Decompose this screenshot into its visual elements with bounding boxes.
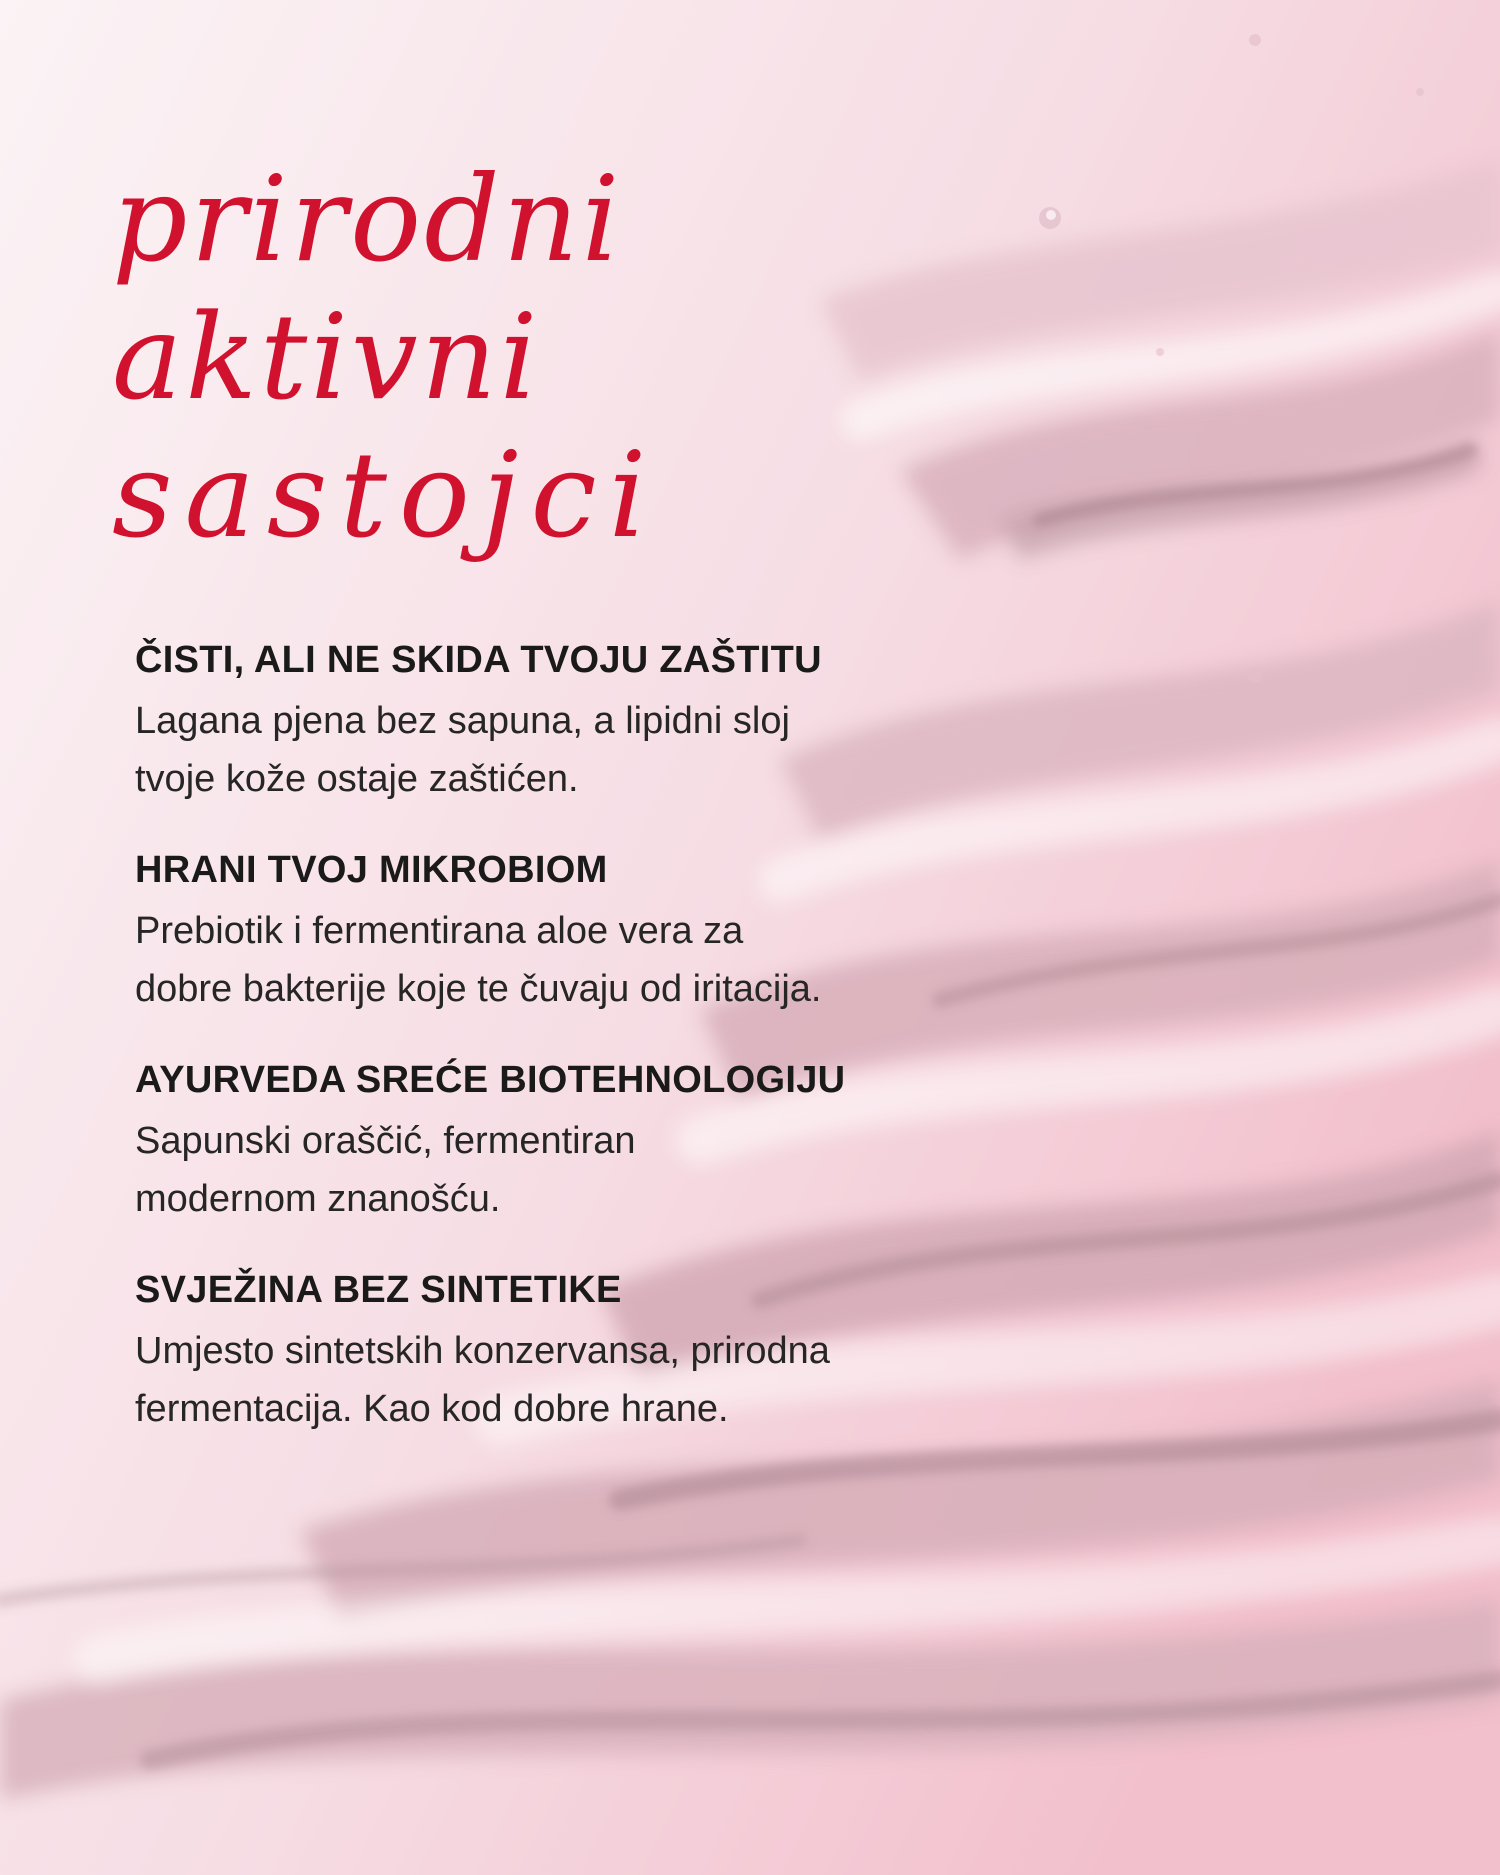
benefit-description: Prebiotik i fermentirana aloe vera za dobre bakterije koje te čuvaju od iritacija. xyxy=(135,910,822,1010)
benefit-description: Sapunski oraščić, fermentiran modernom znanošću. xyxy=(135,1120,636,1220)
benefit-item xyxy=(135,632,1035,808)
benefits-list xyxy=(135,632,1035,1472)
title-line-1: prirodni xyxy=(112,150,623,288)
title-line-2: aktivni xyxy=(112,288,541,426)
benefit-item xyxy=(135,842,1035,1018)
benefit-heading: SVJEŽINA BEZ SINTETIKE xyxy=(135,1269,622,1311)
page-title xyxy=(112,150,812,564)
benefit-item xyxy=(135,1052,1035,1228)
benefit-item xyxy=(135,1262,1035,1438)
benefit-description: Lagana pjena bez sapuna, a lipidni sloj tvoje kože ostaje zaštićen. xyxy=(135,700,790,800)
benefit-heading: AYURVEDA SREĆE BIOTEHNOLOGIJU xyxy=(135,1059,846,1101)
title-line-3: sastojci xyxy=(112,426,659,564)
benefit-heading: HRANI TVOJ MIKROBIOM xyxy=(135,849,608,891)
benefit-description: Umjesto sintetskih konzervansa, prirodna fermentacija. Kao kod dobre hrane. xyxy=(135,1330,830,1430)
benefit-heading: ČISTI, ALI NE SKIDA TVOJU ZAŠTITU xyxy=(135,639,822,681)
